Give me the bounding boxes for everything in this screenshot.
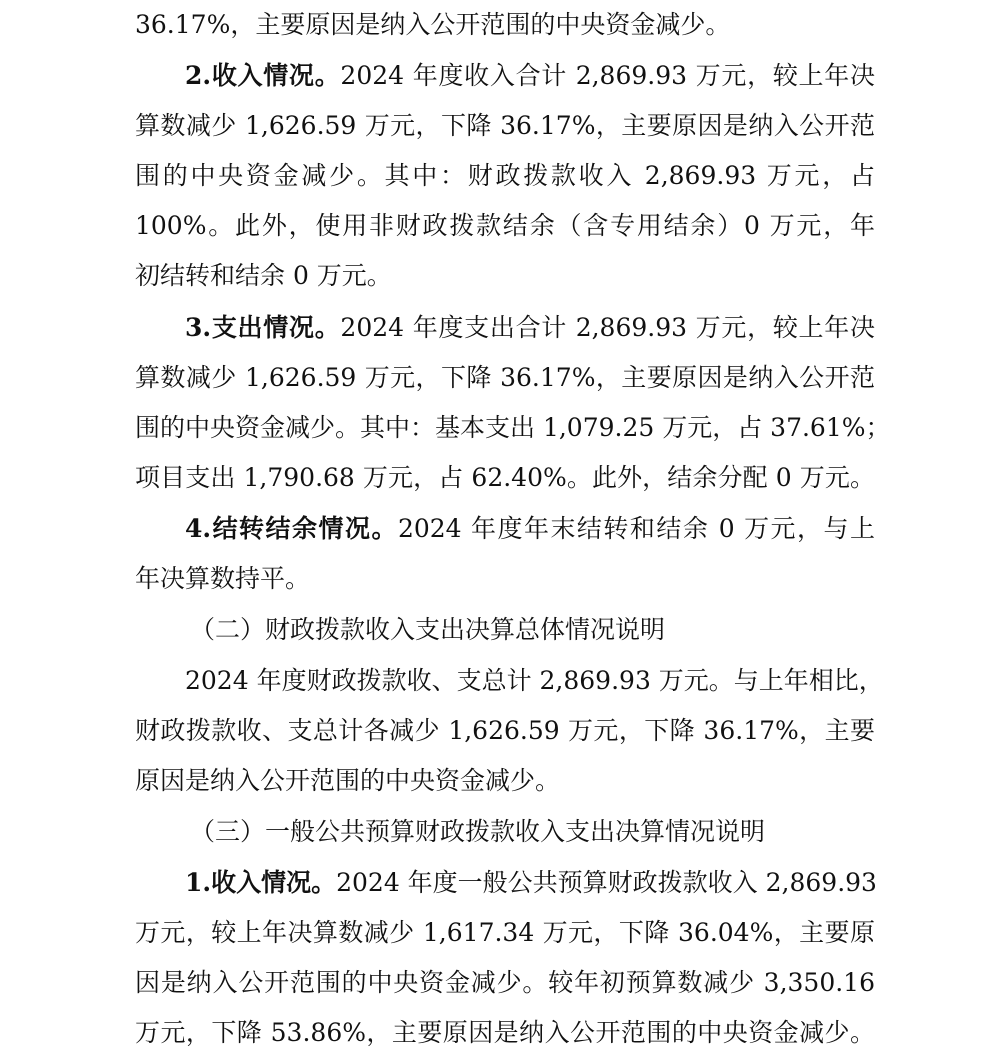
section-heading-carryover: 4.结转结余情况。	[185, 514, 398, 543]
text-line	[135, 353, 875, 403]
text-run: 算数减少 1,626.59 万元，下降 36.17%，主要原因是纳入公开范	[135, 111, 875, 140]
text-line	[135, 101, 875, 151]
text-line	[135, 706, 875, 756]
paragraph-gp-income-line	[185, 858, 875, 908]
paragraph-carryover-line	[185, 504, 875, 554]
text-run: 年决算数持平。	[135, 564, 311, 593]
section-heading-3	[190, 807, 875, 857]
text-line	[135, 201, 875, 251]
text-run: 2024 年度年末结转和结余 0 万元，与上	[397, 514, 876, 543]
section-heading-expense: 3.支出情况。	[185, 313, 341, 342]
text-run: （三）一般公共预算财政拨款收入支出决算情况说明	[190, 817, 766, 846]
text-run: 2024 年度支出合计 2,869.93 万元，较上年决	[340, 313, 875, 342]
text-run: 2024 年度收入合计 2,869.93 万元，较上年决	[340, 61, 875, 90]
text-line	[135, 958, 875, 1008]
text-line	[135, 908, 875, 958]
text-run: 2024 年度财政拨款收、支总计 2,869.93 万元。与上年相比，	[185, 666, 884, 695]
text-line	[185, 656, 884, 706]
paragraph-expense-line	[185, 303, 875, 353]
text-line	[135, 756, 875, 806]
text-run: 算数减少 1,626.59 万元，下降 36.17%，主要原因是纳入公开范	[135, 363, 875, 392]
text-line	[135, 151, 875, 201]
text-run: 原因是纳入公开范围的中央资金减少。	[135, 766, 561, 795]
text-run: 因是纳入公开范围的中央资金减少。较年初预算数减少 3,350.16	[135, 968, 875, 997]
text-line	[135, 554, 875, 604]
section-heading-gp-income: 1.收入情况。	[185, 868, 337, 897]
text-run: （二）财政拨款收入支出决算总体情况说明	[190, 615, 666, 644]
paragraph-income-line	[185, 51, 875, 101]
text-run: 初结转和结余 0 万元。	[135, 261, 392, 290]
text-run: 财政拨款收、支总计各减少 1,626.59 万元，下降 36.17%，主要	[135, 716, 875, 745]
text-run: 万元，下降 53.86%，主要原因是纳入公开范围的中央资金减少。	[135, 1018, 875, 1047]
text-run: 围的中央资金减少。其中：基本支出 1,079.25 万元，占 37.61%；	[135, 413, 891, 442]
text-run: 万元，较上年决算数减少 1,617.34 万元，下降 36.04%，主要原	[135, 918, 875, 947]
text-line	[135, 251, 875, 301]
text-line	[135, 453, 875, 503]
text-run: 36.17%，主要原因是纳入公开范围的中央资金减少。	[135, 10, 731, 39]
text-run: 2024 年度一般公共预算财政拨款收入 2,869.93	[336, 868, 877, 897]
text-run: 项目支出 1,790.68 万元，占 62.40%。此外，结余分配 0 万元。	[135, 463, 875, 492]
section-heading-income: 2.收入情况。	[185, 61, 341, 90]
text-line	[135, 1008, 875, 1058]
text-line	[135, 403, 891, 453]
text-line	[135, 0, 875, 50]
text-run: 100%。此外，使用非财政拨款结余（含专用结余）0 万元，年	[135, 211, 875, 240]
text-run: 围的中央资金减少。其中：财政拨款收入 2,869.93 万元，占	[135, 161, 875, 190]
section-heading-2	[190, 605, 875, 655]
